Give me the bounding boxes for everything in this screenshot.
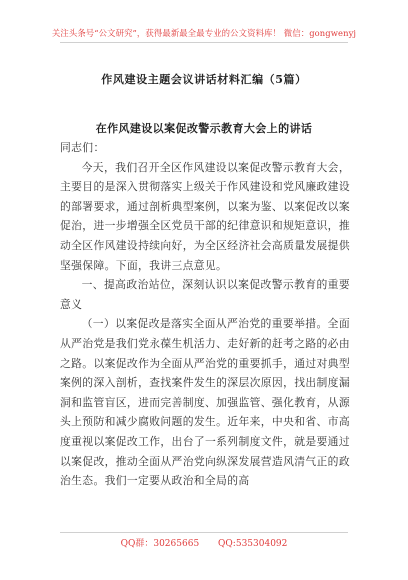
footer-qq xyxy=(218,539,287,549)
document-body xyxy=(60,138,350,491)
footer-qq-group xyxy=(121,539,200,549)
header-promo-text: 关注头条号“公文研究”，获得最新最全最专业的公文资料库！ 微信：gongwenyj xyxy=(51,28,357,38)
body-paragraph: 今天，我们召开全区作风建设以案促改警示教育大会，主要目的是深入贯彻落实上级关于作风建设和党风廉政建设的部署要求，通过剖析典型案例，以案为鉴、以案促改以案促治，进一步增强全区党员干部的纪律意识和规矩意识，推动全区作风建设持续向好，为全区经济社会高质量发展提供坚强保障。下面，我讲三点意见。 xyxy=(60,160,350,272)
header-divider xyxy=(60,42,348,43)
qq-number: 535304092 xyxy=(235,539,288,549)
qq-group-label: QQ群： xyxy=(120,539,154,549)
qq-label: QQ: xyxy=(218,539,236,549)
salutation: 同志们： xyxy=(60,141,105,154)
speech-title: 在作风建设以案促改警示教育大会上的讲话 xyxy=(95,122,313,135)
qq-group-number: 30265665 xyxy=(153,539,200,549)
footer-divider xyxy=(60,532,348,533)
footer-contact xyxy=(0,536,408,549)
body-paragraph: （一）以案促改是落实全面从严治党的重要举措。全面从严治党是我们党永葆生机活力、走好新的赶考之路的必由之路。以案促改作为全面从严治党的重要抓手，通过对典型案例的深入剖析，查找案件发生的深层次原因，找出制度漏洞和监管盲区，进而完善制度、加强监管、强化教育，从源头上预防和减少腐败问题的发生。近年来，中央和省、市高度重视以案促改工作，出台了一系列制度文件，就是要通过以案促改，推动全面从严治党向纵深发展营造风清气正的政治生态。我们一定要从政治和全局的高 xyxy=(60,317,350,488)
document-title: 作风建设主题会议讲话材料汇编（5篇） xyxy=(101,73,307,86)
section-heading: 一、提高政治站位，深刻认识以案促改警示教育的重要意义 xyxy=(60,278,350,311)
